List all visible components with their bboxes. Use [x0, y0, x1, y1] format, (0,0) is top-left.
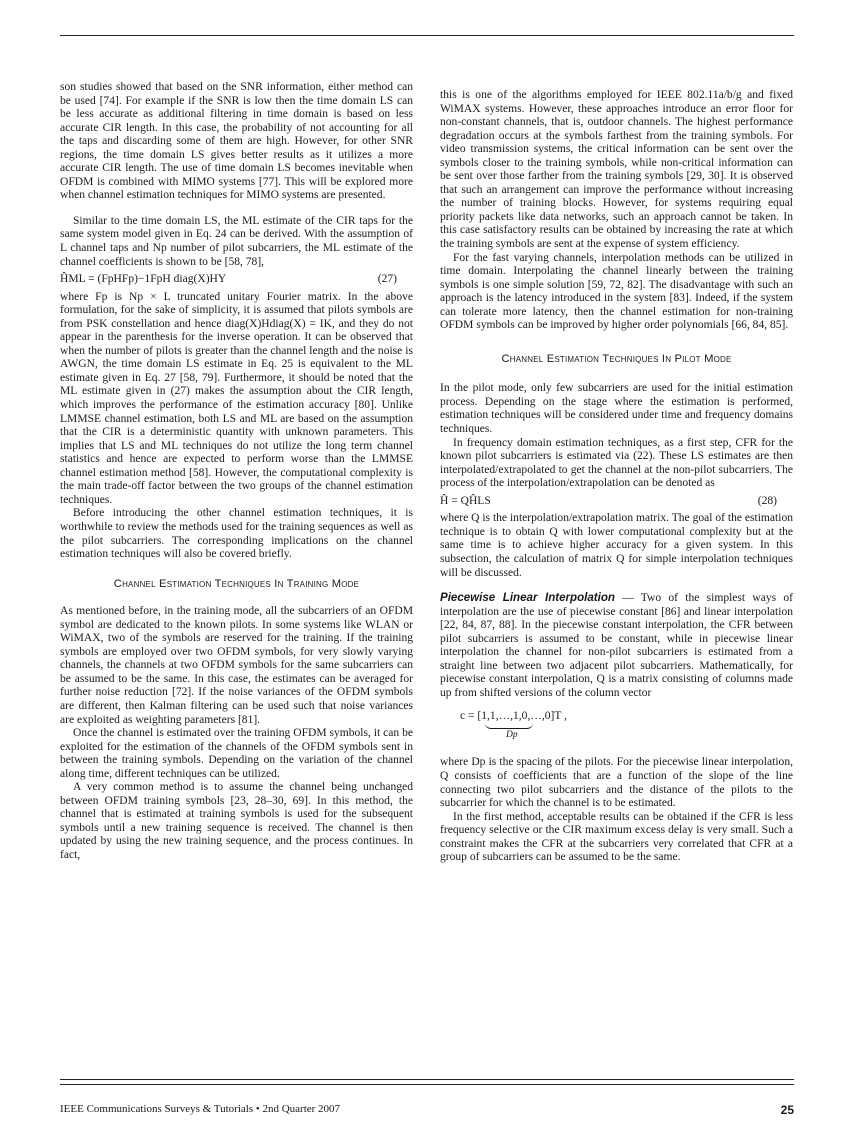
section-heading: Channel Estimation Techniques In Pilot Mode — [501, 352, 732, 365]
journal-name: IEEE Communications Surveys & Tutorials • 2nd Quarter 2007 — [60, 1103, 341, 1115]
paragraph: Before introducing the other channel estimation techniques, it is worthwhile to review the methods used for the training sequences as well as the pilot subcarriers. The corresponding implications on the channel estimation techniques will also be covered briefly. — [60, 507, 413, 561]
paragraph-run-in — [440, 592, 793, 700]
paragraph: In the first method, acceptable results can be obtained if the CFR is less frequency selective or the CIR maximum excess delay is very small. Such a constraint makes the CFR at the subcarriers very correlated that CFR at a group of subcarriers can be assumed to be the same. — [440, 810, 793, 864]
underbrace-label: Dp — [506, 730, 518, 741]
paragraph: this is one of the algorithms employed for IEEE 802.11a/b/g and fixed WiMAX systems. However, these approaches introduce an error floor for non-constant channels, that is, outdoor channels. The highest performance degradation occurs at the symbols farthest from the training symbols. For video transmission systems, the critical information can be sent over the symbols closer to the training symbols, while non-critical information can be sent over those farther from the training symbols [29, 30]. It is observed that such an arrangement can improve the performance without increasing the number of training blocks. However, for systems requiring equal priority packets like data networks, such an approach cannot be taken. In this case satisfactory results can be obtained by increasing the rate at which the training symbols are sent at the expense of system efficiency. — [440, 89, 793, 251]
equation-number: (27) — [377, 273, 397, 286]
top-rule — [60, 35, 794, 36]
page-footer — [60, 1103, 794, 1117]
equation-body: ĤML = (FpHFp)−1FpH diag(X)HY — [60, 273, 227, 286]
underbrace — [485, 722, 533, 729]
paragraph: As mentioned before, in the training mode, all the subcarriers of an OFDM symbol are dedicated to the known pilots. In some systems like WLAN or WiMAX, two of the symbols are reserved for the training. If the training symbols are employed over two OFDM symbols, for very slowly varying channels, the channels at two OFDM symbols for the same subcarriers can be assumed to be the same. In this case, the estimates can be averaged for further noise reduction [72]. If the noise variances of the OFDM symbols are different, then Kalman filtering can be used such that noise variances are exploited as weighting parameters [81]. — [60, 605, 413, 726]
vector-body: c = [1,1,…,1,0,…,0]T , — [460, 710, 568, 723]
run-in-heading: Piecewise Linear Interpolation — [440, 592, 615, 605]
paragraph-text: — Two of the simplest ways of interpolation are the use of piecewise constant [86] and linear interpolation [22, 84, 87, 88]. In the piecewise constant interpolation, the CFR between pilot subcarriers is assumed to be constant, while in piecewise linear interpolation the channel for non-pilot subcarriers is estimated from a straight line between two adjacent pilot subcarriers. Mathematically, for piecewise constant interpolation, Q is a matrix consisting of columns made up from shifted versions of the column vector — [440, 592, 793, 699]
equation-27 — [60, 273, 413, 287]
equation-28 — [440, 495, 793, 509]
equation-body: Ĥ = QĤLS — [440, 494, 491, 507]
equation-number: (28) — [757, 494, 777, 507]
paragraph: where Q is the interpolation/extrapolation matrix. The goal of the estimation technique is to obtain Q with lower computational complexity but at the same time is to achieve higher accuracy for a given system. In this subsection, the calculation of matrix Q for simple interpolation techniques will be discussed. — [440, 512, 793, 579]
section-heading: Channel Estimation Techniques In Training Mode — [113, 577, 360, 590]
paragraph: where Dp is the spacing of the pilots. For the piecewise linear interpolation, Q consists of coefficients that are a function of the slope of the line connecting two pilot subcarriers and the distance of the pilots to the subcarrier for which the channel is to be estimated. — [440, 756, 793, 810]
paragraph: Once the channel is estimated over the training OFDM symbols, it can be exploited for the estimation of the channels of the OFDM symbols sent in between the training symbols. Depending on the variation of the channel along time, different techniques can be utilized. — [60, 727, 413, 780]
paragraph: In the pilot mode, only few subcarriers are used for the initial estimation process. Depending on the stage where the estimation is performed, estimation techniques will be considered under time and frequency domains techniques. — [440, 382, 793, 436]
paragraph: where Fp is Np × L truncated unitary Fourier matrix. In the above formulation, for the sake of simplicity, it is assumed that pilots symbols are from PSK constellation and hence diag(X)Hdiag(X) = IK, and they do not appear in the parenthesis for the inverse operation. It can be observed that when the number of pilots is greater than the channel length and the noise is AWGN, the time domain LS estimate in Eq. 25 is equivalent to the ML estimate given in Eq. 27 [58, 79]. Furthermore, it should be noted that the ML estimate given in (27) makes the assumption about the CIR length, which improves the performance of the estimation accuracy [80]. Unlike LMMSE channel estimation, both LS and ML are based on the assumption that the CIR is a deterministic quantity with unknown parameters. This implies that LS and ML techniques do not utilize the long term channel statistics and hence are expected to perform worse than the LMMSE channel estimation method [58]. However, the computational complexity is the main trade-off factor between the two groups of the channel estimation techniques. — [60, 290, 413, 506]
right-column — [440, 89, 793, 865]
bottom-rule — [60, 1084, 794, 1085]
vector-equation — [460, 710, 793, 742]
paragraph: For the fast varying channels, interpolation methods can be utilized in time domain. Interpolating the channel linearly between the training symbols is one simple solution [59, 72, 82]. The disadvantage with such an approach is the latency introduced in the system [83]. Indeed, if the system can tolerate more latency, then the channel estimation for non-training OFDM symbols can be improved by higher order polynomials [66, 84, 85]. — [440, 251, 793, 332]
bottom-rule — [60, 1079, 794, 1080]
paragraph: son studies showed that based on the SNR information, either method can be used [74]. For example if the SNR is low then the time domain LS can be less accurate as additional filtering in time domain is based on less accurate CIR length. In this case, the probability of not accounting for all the taps and discarding some of them are high. However, for other SNR regions, the time domain LS gives better results as it utilizes a more accurate CIR length. The use of time domain LS becomes inevitable when OFDM is combined with MIMO systems [77]. This will be explored more when channel estimation techniques for MIMO systems are presented. — [60, 81, 413, 202]
paragraph: Similar to the time domain LS, the ML estimate of the CIR taps for the same system model given in Eq. 24 can be derived. With the assumption of L channel taps and Np number of pilot subcarriers, the ML estimate of the channel coefficients is shown to be [58, 78], — [60, 214, 413, 268]
page-number: 25 — [780, 1103, 794, 1117]
paragraph: In frequency domain estimation techniques, as a first step, CFR for the known pilot subcarriers is estimated via (22). These LS estimates are then interpolated/extrapolated to get the channel at the non-pilot subcarriers. The process of the interpolation/extrapolation can be denoted as — [440, 436, 793, 490]
paragraph: A very common method is to assume the channel being unchanged between OFDM training symbols [23, 28–30, 69]. In this method, the channel that is estimated at training symbols is used for the subsequent symbols until a new training sequence is received. The channel is then updated by using the new training sequence, and the process continues. In fact, — [60, 781, 413, 861]
left-column — [60, 81, 413, 863]
